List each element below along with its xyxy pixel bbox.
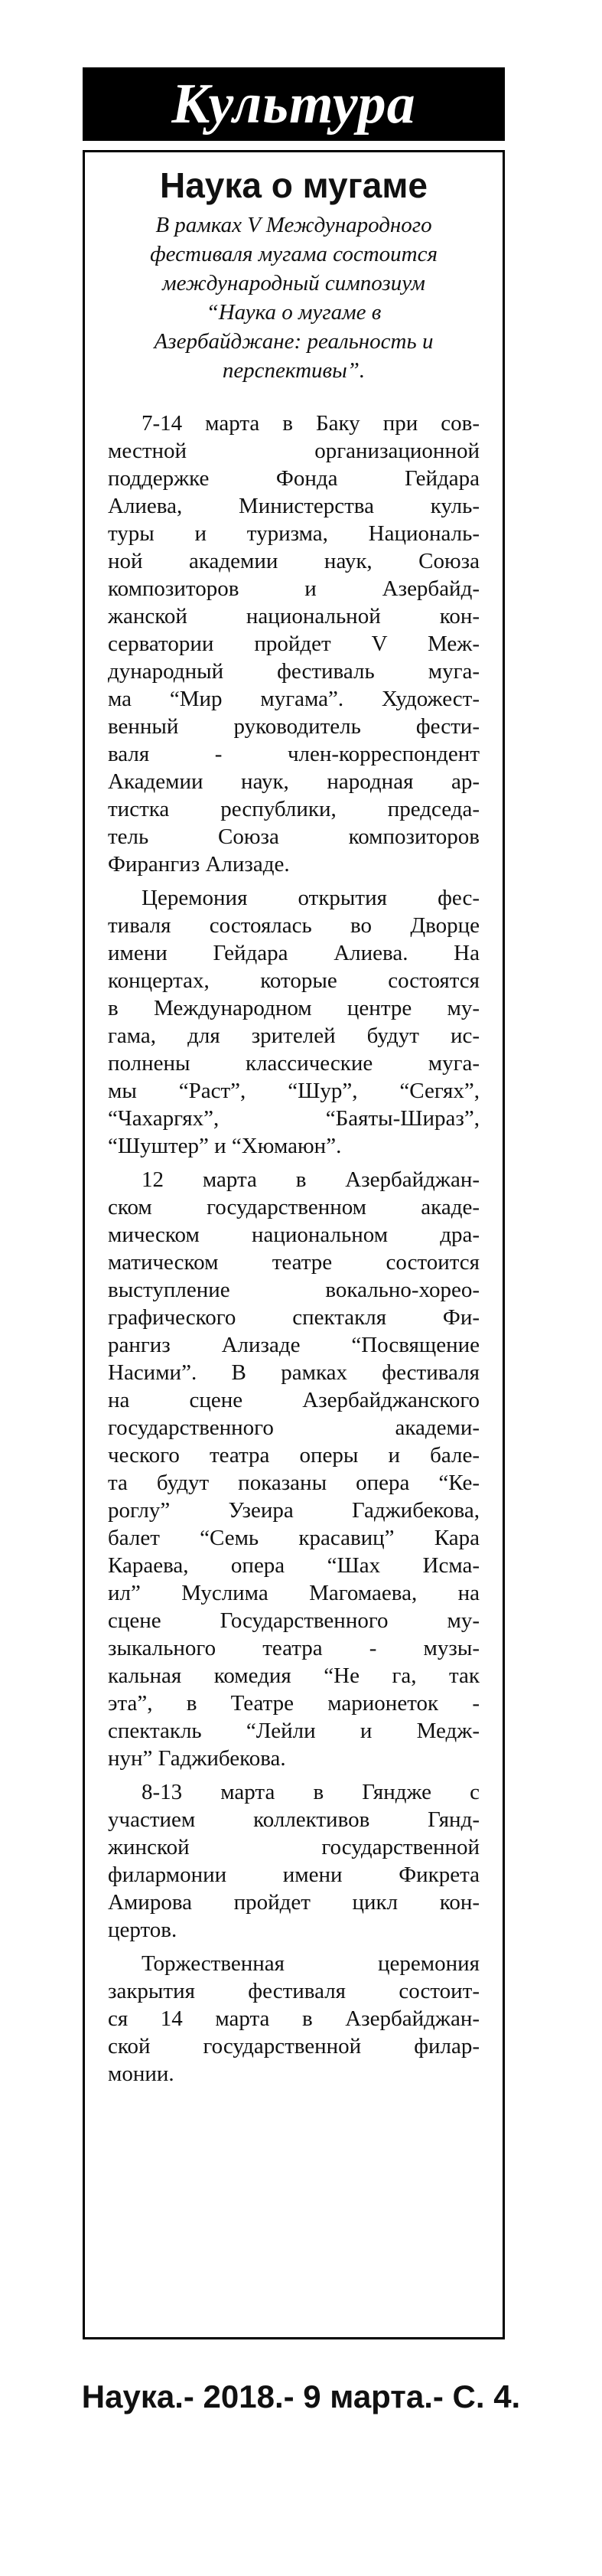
- paragraph-line: имени Гейдара Алиева. На: [108, 941, 480, 965]
- paragraph-line: поддержке Фонда Гейдара: [108, 466, 480, 491]
- article-paragraph: [108, 1950, 480, 2088]
- paragraph-line: балет “Семь красавиц” Кара: [108, 1526, 480, 1550]
- paragraph-line: кальная комедия “Не га, так: [108, 1663, 480, 1688]
- paragraph-line: сцене Государственного му-: [108, 1608, 480, 1633]
- paragraph-line: мы “Раст”, “Шур”, “Сегях”,: [108, 1079, 480, 1103]
- paragraph-line: ской государственной филар-: [108, 2034, 480, 2059]
- paragraph-line: туры и туризма, Националь-: [108, 521, 480, 546]
- paragraph-line: Академии наук, народная ар-: [108, 769, 480, 794]
- paragraph-line: гама, для зрителей будут ис-: [108, 1024, 480, 1048]
- paragraph-line: Фирангиз Ализаде.: [108, 852, 290, 877]
- paragraph-line: 8-13 марта в Гяндже с: [142, 1780, 480, 1804]
- paragraph-line: полнены классические муга-: [108, 1051, 480, 1076]
- paragraph-line: ся 14 марта в Азербайджан-: [108, 2006, 480, 2031]
- lead-line: фестиваля мугама состоится: [150, 242, 438, 266]
- paragraph-line: графического спектакля Фи-: [108, 1305, 480, 1330]
- paragraph-line: цертов.: [108, 1918, 177, 1942]
- paragraph-line: закрытия фестиваля состоит-: [108, 1979, 480, 2003]
- paragraph-line: ной академии наук, Союза: [108, 549, 480, 573]
- paragraph-line: серватории пройдет V Меж-: [108, 632, 480, 656]
- paragraph-line: спектакль “Лейли и Медж-: [108, 1719, 480, 1743]
- paragraph-line: ческого театра оперы и бале-: [108, 1443, 480, 1468]
- paragraph-line: монии.: [108, 2062, 174, 2086]
- paragraph-line: зыкального театра - музы-: [108, 1636, 480, 1660]
- paragraph-line: роглу” Узеира Гаджибекова,: [108, 1498, 480, 1523]
- paragraph-gap: [108, 1160, 480, 1166]
- paragraph-line: композиторов и Азербайд-: [108, 576, 480, 601]
- paragraph-line: Алиева, Министерства куль-: [108, 494, 480, 518]
- paragraph-line: Церемония открытия фес-: [142, 886, 480, 910]
- paragraph-line: участием коллективов Гянд-: [108, 1807, 480, 1832]
- lead-line: Азербайджане: реальность и: [154, 329, 434, 354]
- paragraph-line: Торжественная церемония: [142, 1951, 480, 1976]
- paragraph-line: в Международном центре му-: [108, 996, 480, 1020]
- lead-line: перспективы”.: [222, 358, 366, 383]
- paragraph-line: нун” Гаджибекова.: [108, 1746, 286, 1771]
- paragraph-line: 12 марта в Азербайджан-: [142, 1167, 480, 1192]
- paragraph-line: “Чахаргях”, “Баяты-Шираз”,: [108, 1106, 480, 1131]
- paragraph-line: тистка республики, председа-: [108, 797, 480, 821]
- paragraph-line: венный руководитель фести-: [108, 714, 480, 739]
- paragraph-line: эта”, в Театре марионеток -: [108, 1691, 480, 1716]
- article-headline: Наука о мугаме: [159, 165, 428, 205]
- article-lead: [108, 211, 480, 385]
- article-paragraph: [108, 410, 480, 878]
- paragraph-line: ил” Муслима Магомаева, на: [108, 1581, 480, 1605]
- article-paragraph: [108, 1778, 480, 1944]
- paragraph-line: тель Союза композиторов: [108, 824, 480, 849]
- paragraph-gap: [108, 878, 480, 884]
- paragraph-line: концертах, которые состоятся: [108, 968, 480, 993]
- section-header: [83, 67, 505, 141]
- paragraph-line: ском государственном акаде-: [108, 1195, 480, 1219]
- paragraph-line: Амирова пройдет цикл кон-: [108, 1890, 480, 1915]
- article-paragraph: [108, 884, 480, 1160]
- paragraph-gap: [108, 1772, 480, 1778]
- paragraph-line: матическом театре состоится: [108, 1250, 480, 1275]
- paragraph-gap: [108, 1944, 480, 1950]
- paragraph-line: жанской национальной кон-: [108, 604, 480, 628]
- paragraph-line: местной организационной: [108, 439, 480, 463]
- paragraph-line: “Шуштер” и “Хюмаюн”.: [108, 1134, 342, 1158]
- lead-line: международный симпозиум: [162, 271, 425, 295]
- paragraph-line: дународный фестиваль муга-: [108, 659, 480, 684]
- paragraph-line: 7-14 марта в Баку при сов-: [142, 411, 480, 436]
- paragraph-line: Насими”. В рамках фестиваля: [108, 1360, 480, 1385]
- paragraph-line: Караева, опера “Шах Исма-: [108, 1553, 480, 1578]
- paragraph-line: валя - член-корреспондент: [108, 742, 480, 766]
- paragraph-line: рангиз Ализаде “Посвящение: [108, 1333, 480, 1357]
- paragraph-line: жинской государственной: [108, 1835, 480, 1859]
- paragraph-line: государственного академи-: [108, 1415, 480, 1440]
- article-body: [108, 410, 480, 2088]
- paragraph-line: филармонии имени Фикрета: [108, 1863, 480, 1887]
- lead-line: “Наука о мугаме в: [206, 300, 382, 325]
- lead-line: В рамках V Международного: [155, 213, 432, 237]
- section-label: Культура: [171, 73, 416, 135]
- paragraph-line: ма “Мир мугама”. Художест-: [108, 687, 480, 711]
- paragraph-line: мическом национальном дра-: [108, 1223, 480, 1247]
- citation: Наука.- 2018.- 9 марта.- С. 4.: [81, 2378, 521, 2414]
- paragraph-line: та будут показаны опера “Ке-: [108, 1471, 480, 1495]
- paragraph-line: тиваля состоялась во Дворце: [108, 913, 480, 938]
- paragraph-line: на сцене Азербайджанского: [108, 1388, 480, 1412]
- article-paragraph: [108, 1166, 480, 1772]
- article-frame: [83, 150, 505, 2339]
- paragraph-line: выступление вокально-хорео-: [108, 1278, 480, 1302]
